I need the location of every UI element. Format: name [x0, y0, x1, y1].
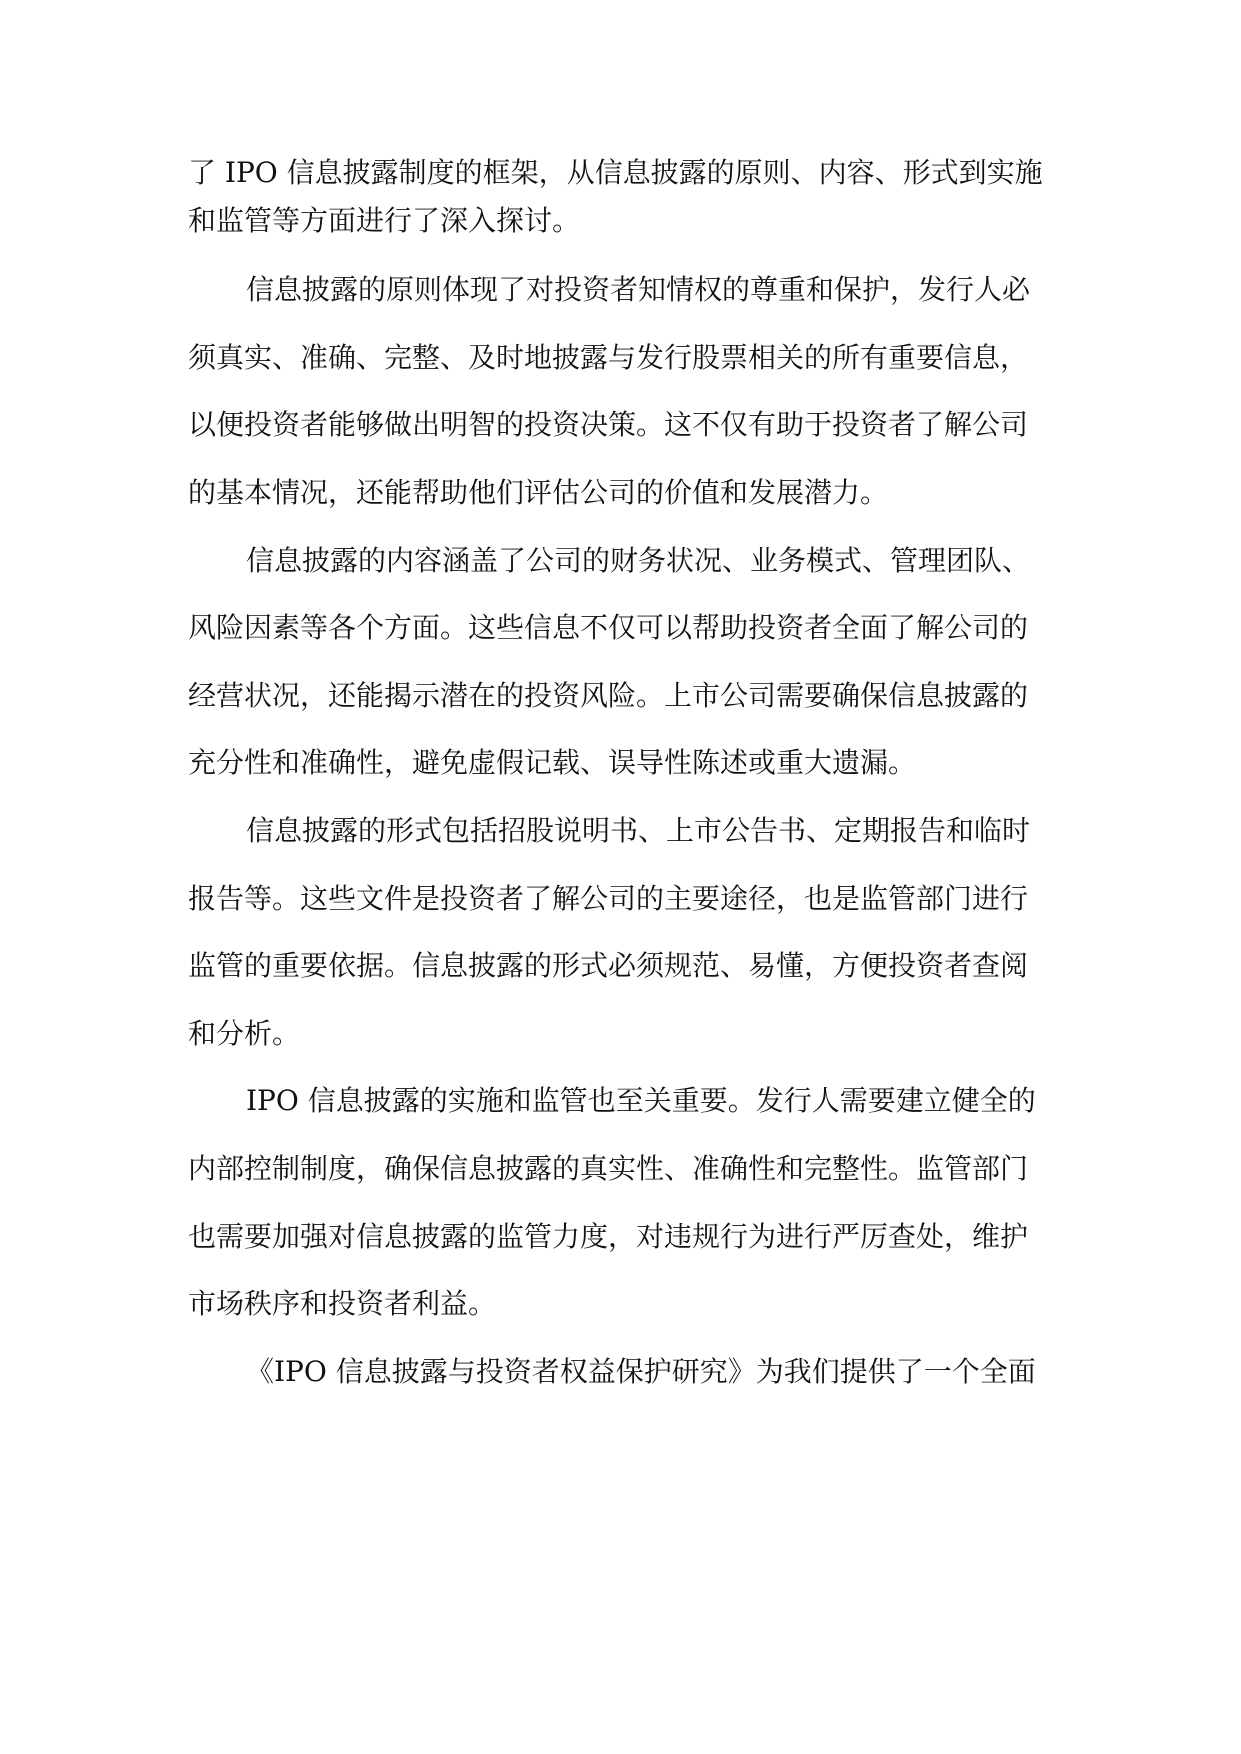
- paragraph-6-line-1: 《IPO 信息披露与投资者权益保护研究》为我们提供了一个全面: [246, 1355, 1036, 1388]
- paragraph-3-line-2: 风险因素等各个方面。这些信息不仅可以帮助投资者全面了解公司的: [188, 611, 1029, 644]
- paragraph-5-line-1: IPO 信息披露的实施和监管也至关重要。发行人需要建立健全的: [246, 1084, 1036, 1117]
- paragraph-2-line-3: 以便投资者能够做出明智的投资决策。这不仅有助于投资者了解公司: [188, 408, 1029, 441]
- paragraph-1-line-1: 了 IPO 信息披露制度的框架，从信息披露的原则、内容、形式到实施: [188, 156, 1043, 189]
- paragraph-5-line-3: 也需要加强对信息披露的监管力度，对违规行为进行严厉查处，维护: [188, 1220, 1029, 1253]
- paragraph-4-line-4: 和分析。: [188, 1017, 301, 1050]
- paragraph-4-line-1: 信息披露的形式包括招股说明书、上市公告书、定期报告和临时: [246, 814, 1031, 847]
- paragraph-2-line-1: 信息披露的原则体现了对投资者知情权的尊重和保护，发行人必: [246, 273, 1031, 306]
- paragraph-5-line-2: 内部控制制度，确保信息披露的真实性、准确性和完整性。监管部门: [188, 1152, 1029, 1185]
- paragraph-4-line-3: 监管的重要依据。信息披露的形式必须规范、易懂，方便投资者查阅: [188, 949, 1029, 982]
- paragraph-3-line-1: 信息披露的内容涵盖了公司的财务状况、业务模式、管理团队、: [246, 544, 1031, 577]
- paragraph-5-line-4: 市场秩序和投资者利益。: [188, 1287, 497, 1320]
- paragraph-2-line-4: 的基本情况，还能帮助他们评估公司的价值和发展潜力。: [188, 476, 889, 509]
- paragraph-1-line-2: 和监管等方面进行了深入探讨。: [188, 204, 581, 237]
- paragraph-4-line-2: 报告等。这些文件是投资者了解公司的主要途径，也是监管部门进行: [188, 882, 1029, 915]
- paragraph-3-line-3: 经营状况，还能揭示潜在的投资风险。上市公司需要确保信息披露的: [188, 679, 1029, 712]
- paragraph-3-line-4: 充分性和准确性，避免虚假记载、误导性陈述或重大遗漏。: [188, 746, 917, 779]
- paragraph-2-line-2: 须真实、准确、完整、及时地披露与发行股票相关的所有重要信息，: [188, 341, 1029, 374]
